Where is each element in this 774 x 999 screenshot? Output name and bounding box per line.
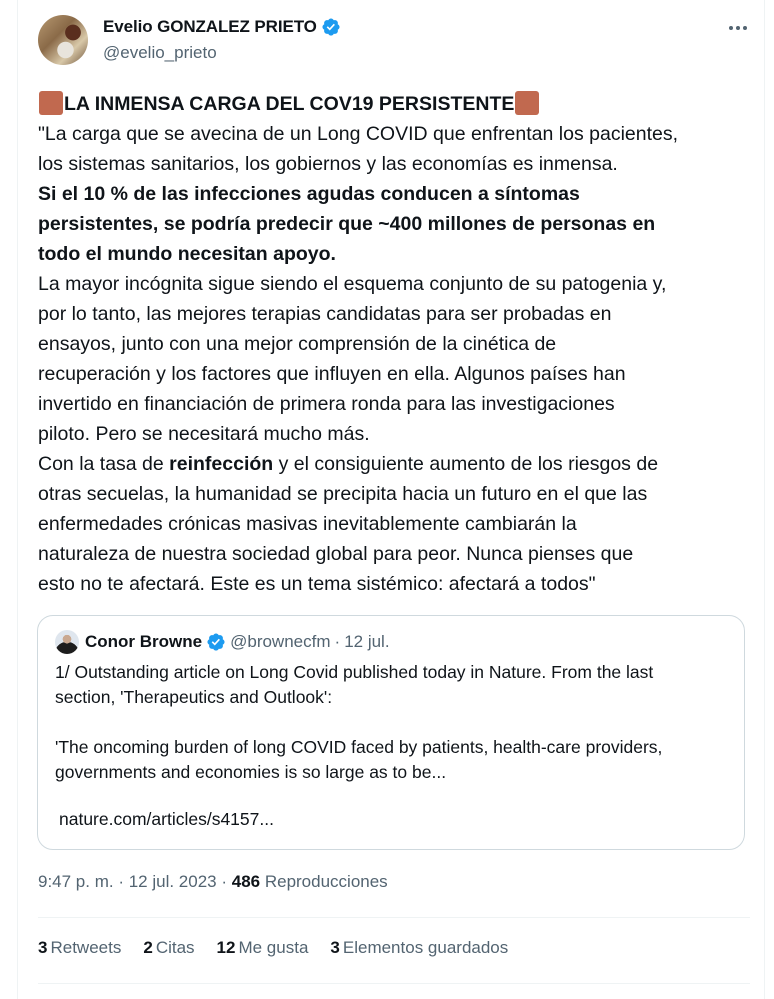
- verified-badge-icon: [206, 632, 226, 652]
- meta-separator: ·: [113, 872, 129, 891]
- tweet-line: ensayos, junto con una mejor comprensión de la cinética de: [38, 333, 557, 355]
- stat-label: Retweets: [50, 938, 122, 957]
- quoted-line: 1/ Outstanding article on Long Covid published today in Nature. From the last: [55, 662, 654, 682]
- quoted-line: 'The oncoming burden of long COVID faced by patients, health-care providers,: [55, 737, 663, 757]
- meta-separator: ·: [216, 872, 232, 891]
- author-name-text: Evelio GONZALEZ PRIETO: [103, 17, 317, 36]
- quoted-line: governments and economies is so large as to be...: [55, 762, 447, 782]
- tweet-line: invertido en financiación de primera ronda para las investigaciones: [38, 393, 615, 415]
- tweet-line: La mayor incógnita sigue siendo el esquema conjunto de su patogenia y,: [38, 273, 667, 295]
- stat-count: 3: [38, 938, 48, 957]
- author-handle[interactable]: @evelio_prieto: [103, 43, 217, 62]
- tweet-text: [38, 89, 750, 599]
- quoted-author-handle: @brownecfm: [230, 632, 331, 651]
- tweet-line: enfermedades crónicas masivas inevitablemente cambiarán la: [38, 513, 577, 535]
- stat-count: 12: [216, 938, 236, 957]
- orange-square-icon: [515, 91, 539, 115]
- more-horizontal-icon[interactable]: [724, 18, 752, 38]
- author-avatar[interactable]: [38, 15, 88, 65]
- tweet-line: otras secuelas, la humanidad se precipita hacia un futuro en el que las: [38, 483, 648, 505]
- stat-count: 2: [143, 938, 153, 957]
- tweet-line: los sistemas sanitarios, los gobiernos y las economías es inmensa.: [38, 153, 618, 175]
- stat-quotes[interactable]: [143, 938, 194, 958]
- tweet-bold-line: persistentes, se podría predecir que ~400 millones de personas en: [38, 213, 656, 235]
- divider: [38, 917, 750, 918]
- quoted-line: [55, 710, 735, 735]
- quoted-separator: ·: [334, 632, 341, 651]
- tweet-bold-word: reinfección: [169, 453, 274, 475]
- stat-label: Me gusta: [238, 938, 309, 957]
- tweet-line: esto no te afectará. Este es un tema sistémico: afectará a todos": [38, 573, 596, 595]
- stat-bookmarks[interactable]: [330, 938, 508, 958]
- tweet-line: por lo tanto, las mejores terapias candidatas para ser probadas en: [38, 303, 612, 325]
- quoted-tweet-card[interactable]: [37, 615, 745, 850]
- quoted-tweet-text: [55, 660, 735, 785]
- orange-square-icon: [39, 91, 63, 115]
- author-name[interactable]: [103, 17, 341, 37]
- tweet-title: LA INMENSA CARGA DEL COV19 PERSISTENTE: [64, 93, 515, 115]
- tweet-line: "La carga que se avecina de un Long COVID que enfrentan los pacientes,: [38, 123, 679, 145]
- tweet-text-part: Con la tasa de: [38, 453, 170, 475]
- tweet-time[interactable]: 9:47 p. m.: [38, 872, 114, 891]
- tweet-bold-line: Si el 10 % de las infecciones agudas conducen a síntomas: [38, 183, 580, 205]
- divider: [38, 983, 750, 984]
- tweet-text-part: y el consiguiente aumento de los riesgos de: [273, 453, 659, 475]
- stat-likes[interactable]: [217, 938, 309, 958]
- tweet-bold-line: todo el mundo necesitan apoyo.: [38, 243, 336, 265]
- tweet-date[interactable]: 12 jul. 2023: [128, 872, 217, 891]
- tweet-line: naturaleza de nuestra sociedad global para peor. Nunca pienses que: [38, 543, 634, 565]
- tweet-title-line: [38, 89, 750, 119]
- views-label: Reproducciones: [260, 872, 388, 891]
- views-count: 486: [231, 872, 261, 891]
- quoted-date: 12 jul.: [344, 632, 390, 651]
- engagement-stats: [38, 938, 508, 958]
- stat-label: Citas: [155, 938, 195, 957]
- stat-label: Elementos guardados: [342, 938, 509, 957]
- stat-retweets[interactable]: [38, 938, 121, 958]
- quoted-author-avatar: [55, 630, 79, 654]
- verified-badge-icon: [321, 17, 341, 37]
- tweet-meta: [38, 872, 388, 892]
- quoted-tweet-header: [55, 630, 390, 654]
- stat-count: 3: [330, 938, 340, 957]
- tweet-reinfection-line: [38, 449, 750, 479]
- quoted-author-name: Conor Browne: [85, 632, 203, 651]
- quoted-link[interactable]: nature.com/articles/s4157...: [59, 809, 274, 829]
- tweet-line: recuperación y los factores que influyen en ella. Algunos países han: [38, 363, 626, 385]
- quoted-line: section, 'Therapeutics and Outlook':: [55, 687, 333, 707]
- tweet-line: piloto. Pero se necesitará mucho más.: [38, 423, 370, 445]
